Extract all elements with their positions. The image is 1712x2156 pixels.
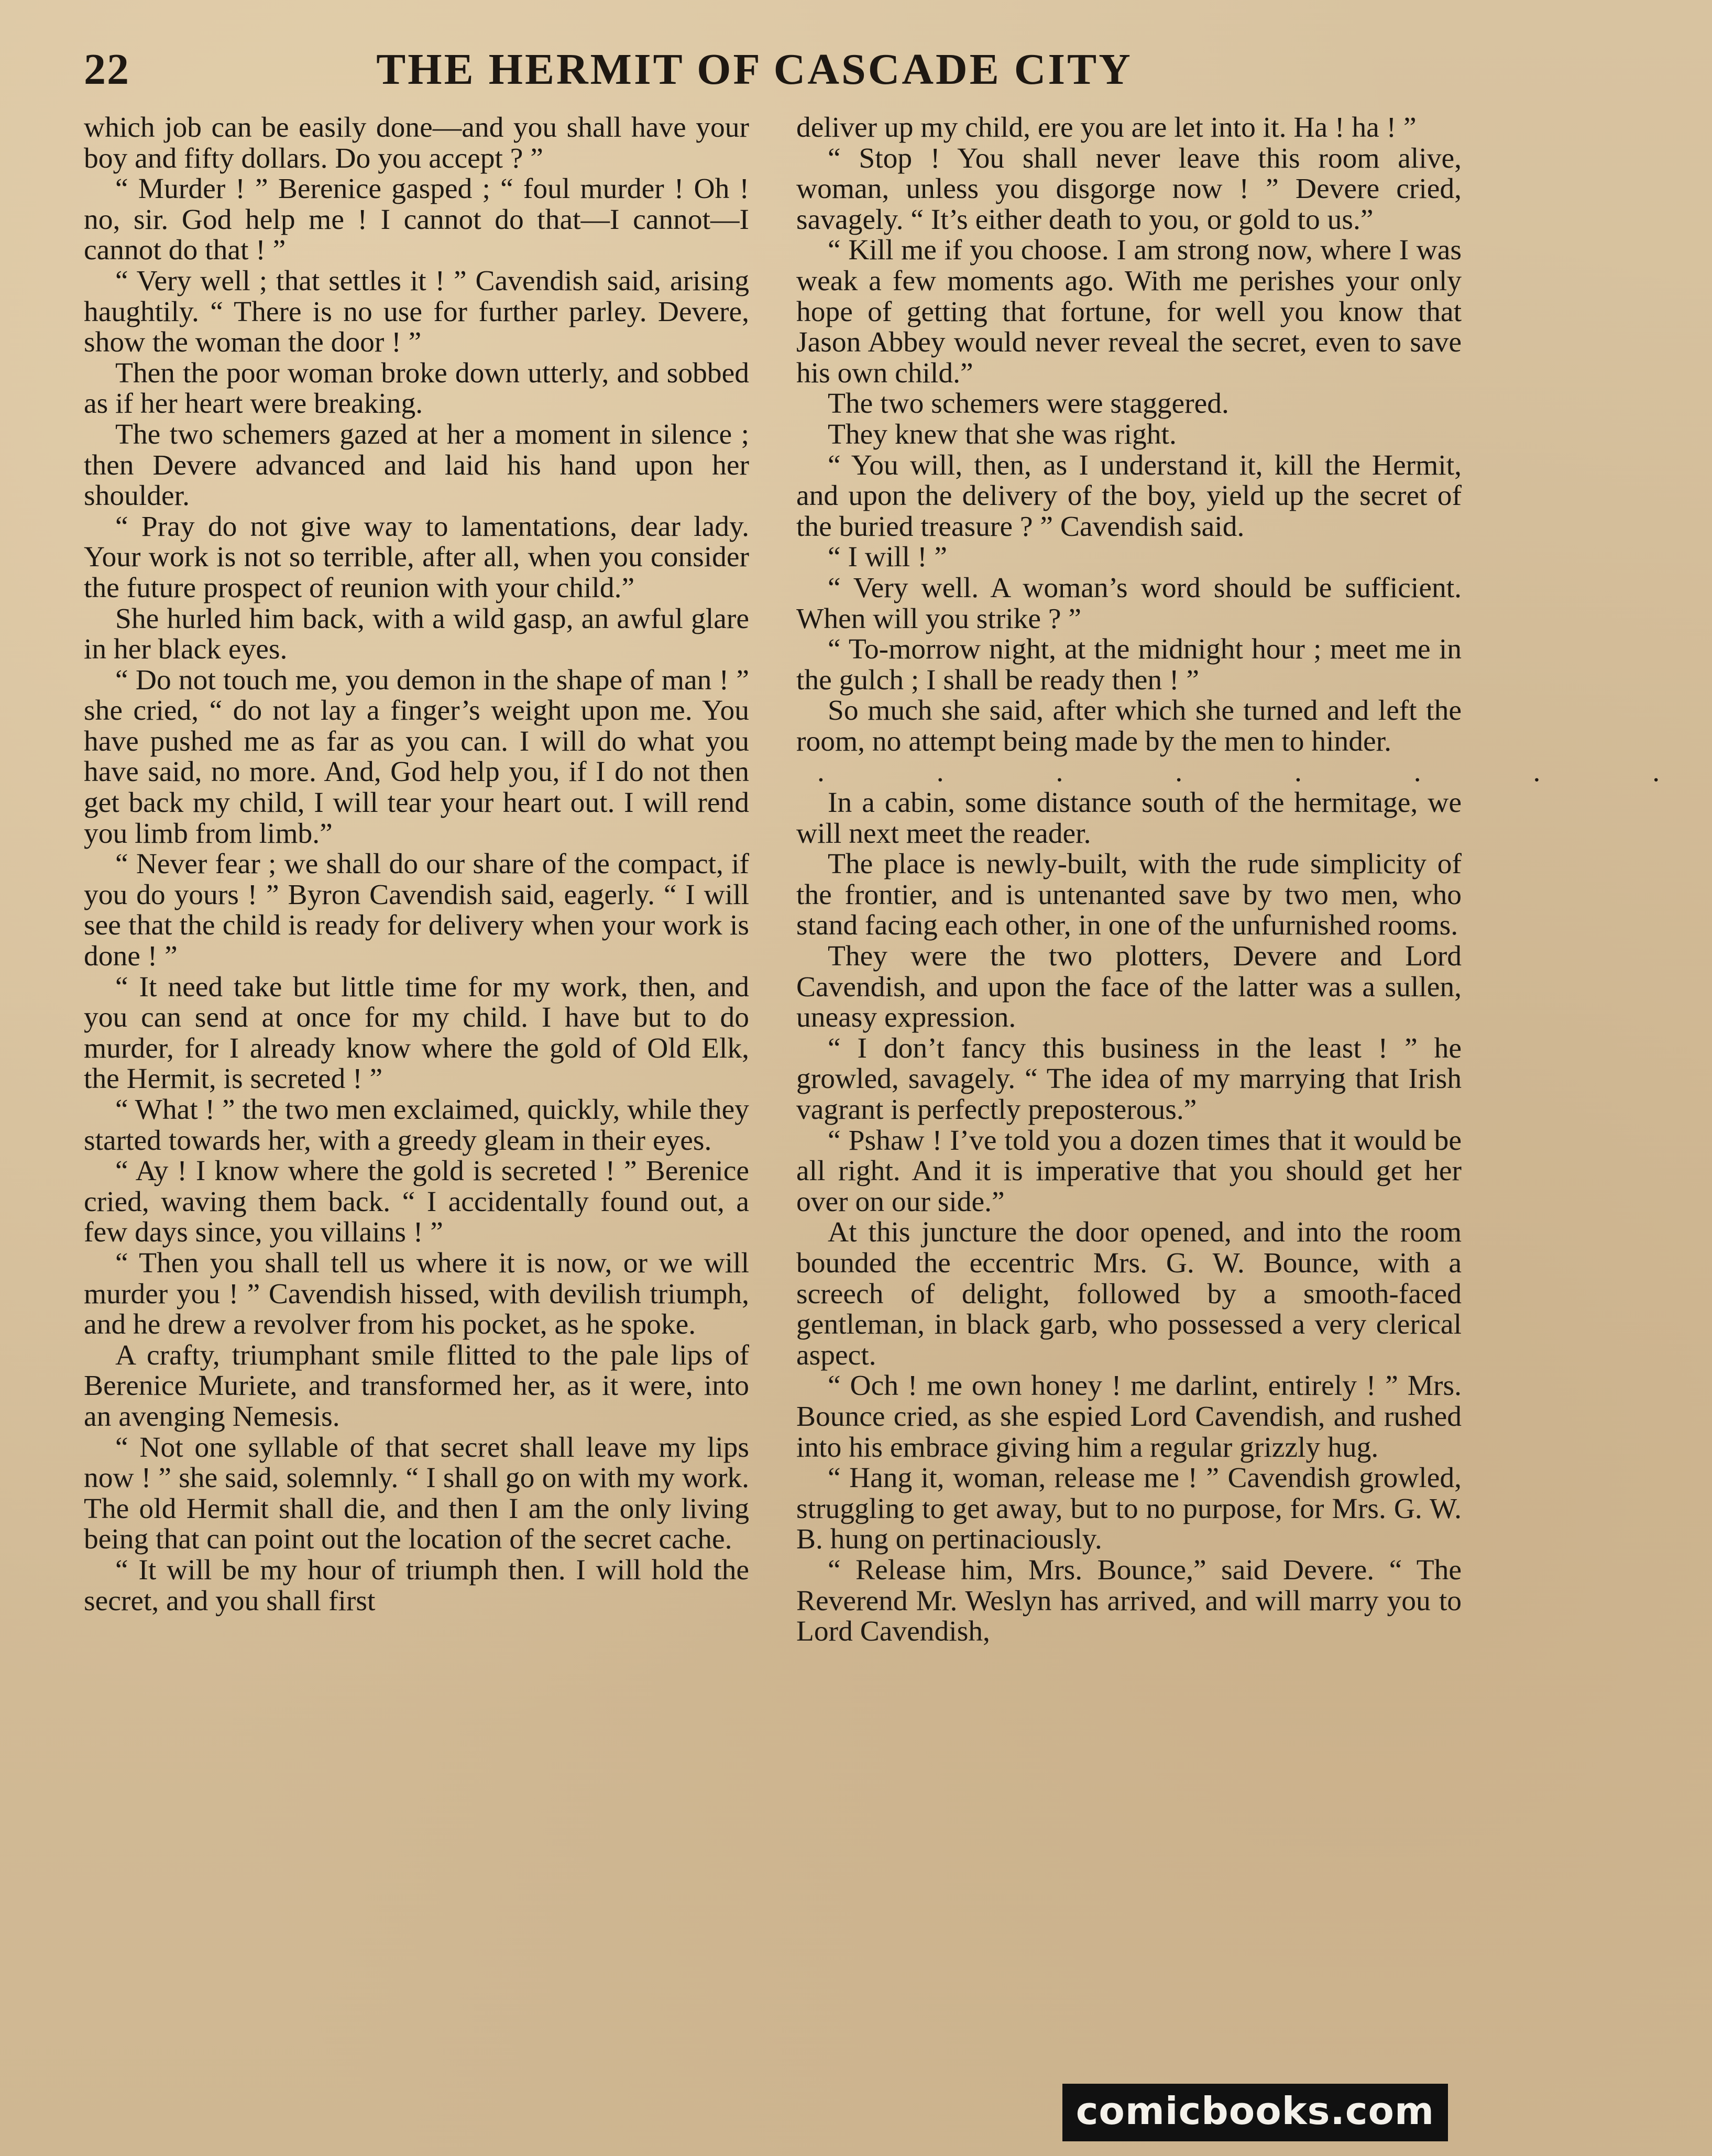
paragraph: “ To-morrow night, at the midnight hour ; meet me in the gulch ; I shall be ready then ! ” [796, 633, 1462, 696]
left-text-column [84, 113, 749, 1616]
paragraph: which job can be easily done—and you shall have your boy and fifty dollars. Do you accept ? ” [84, 112, 749, 174]
paragraph: A crafty, triumphant smile flitted to the pale lips of Berenice Muriete, and transformed her, as it were, into an avenging Nemesis. [84, 1339, 749, 1433]
page-number: 22 [84, 45, 130, 94]
paragraph: The two schemers were staggered. [828, 388, 1229, 420]
running-title: THE HERMIT OF CASCADE CITY [376, 45, 1133, 94]
paragraph: “ Och ! me own honey ! me darlint, entirely ! ” Mrs. Bounce cried, as she espied Lord Cavendish, and rushed into his embrace giving him a regular grizzly hug. [796, 1370, 1462, 1464]
paragraph: “ Murder ! ” Berenice gasped ; “ foul murder ! Oh ! no, sir. God help me ! I cannot do that—I cannot—I cannot do that ! ” [84, 173, 749, 267]
paragraph: Then the poor woman broke down utterly, and sobbed as if her heart were breaking. [84, 357, 749, 420]
page-header [84, 37, 1425, 105]
paragraph: “ What ! ” the two men exclaimed, quickly, while they started towards her, with a greedy gleam in their eyes. [84, 1094, 749, 1157]
right-text-column [796, 112, 1712, 1648]
paragraph: “ Do not touch me, you demon in the shape of man ! ” she cried, “ do not lay a finger’s weight upon me. You have pushed me as far as you can. I will do what you have said, no more. And, God help you, if I do not then get back my child, I will tear your heart out. I will rend you limb from limb.” [84, 664, 749, 850]
paragraph: They knew that she was right. [828, 418, 1177, 450]
paragraph: “ You will, then, as I understand it, kill the Hermit, and upon the delivery of the boy, yield up the secret of the buried treasure ? ” Cavendish said. [796, 449, 1462, 543]
paragraph: “ Never fear ; we shall do our share of the compact, if you do yours ! ” Byron Cavendish said, eagerly. “ I will see that the child is ready for delivery when your work is done ! ” [84, 848, 749, 973]
site-watermark: comicbooks.com [1062, 2084, 1448, 2141]
paragraph: So much she said, after which she turned and left the room, no attempt being made by the men to hinder. [796, 695, 1462, 757]
paragraph: “ Very well ; that settles it ! ” Cavendish said, arising haughtily. “ There is no use for further parley. Devere, show the woman the door ! ” [84, 265, 749, 359]
paragraph: “ Ay ! I know where the gold is secreted ! ” Berenice cried, waving them back. “ I accidentally found out, a few days since, you villains ! ” [84, 1155, 749, 1249]
paragraph: At this juncture the door opened, and into the room bounded the eccentric Mrs. G. W. Bounce, with a screech of delight, followed by a smooth-faced gentleman, in black garb, who possessed a very clerical aspect. [796, 1216, 1462, 1371]
paragraph: “ Stop ! You shall never leave this room alive, woman, unless you disgorge now ! ” Devere cried, savagely. “ It’s either death to you, or gold to us.” [796, 142, 1462, 236]
paragraph: “ It will be my hour of triumph then. I will hold the secret, and you shall first [84, 1554, 749, 1617]
paragraph: “ Hang it, woman, release me ! ” Cavendish growled, struggling to get away, but to no purpose, for Mrs. G. W. B. hung on pertinaciously. [796, 1462, 1462, 1556]
paragraph: “ Then you shall tell us where it is now, or we will murder you ! ” Cavendish hissed, with devilish triumph, and he drew a revolver from his pocket, as he spoke. [84, 1247, 749, 1341]
paragraph: The place is newly-built, with the rude simplicity of the frontier, and is untenanted save by two men, who stand facing each other, in one of the unfurnished rooms. [796, 848, 1462, 942]
paragraph: “ Very well. A woman’s word should be sufficient. When will you strike ? ” [796, 571, 1462, 635]
paragraph: They were the two plotters, Devere and Lord Cavendish, and upon the face of the latter was a sullen, uneasy expression. [796, 940, 1462, 1034]
paragraph: “ Not one syllable of that secret shall leave my lips now ! ” she said, solemnly. “ I shall go on with my work. The old Hermit shall die, and then I am the only living being that can point out the location of the secret cache. [84, 1431, 749, 1556]
paragraph: “ Pray do not give way to lamentations, dear lady. Your work is not so terrible, after all, when you consider the future prospect of reunion with your child.” [84, 510, 749, 604]
paragraph: “ Kill me if you choose. I am strong now, where I was weak a few moments ago. With me perishes your only hope of getting that fortune, for well you know that Jason Abbey would never reveal the secret, even to save his own child.” [796, 234, 1462, 389]
section-break: . . . . . . . . [817, 756, 1712, 788]
paragraph: “ I don’t fancy this business in the least ! ” he growled, savagely. “ The idea of my marrying that Irish vagrant is perfectly preposterous.” [796, 1032, 1462, 1126]
paragraph: She hurled him back, with a wild gasp, an awful glare in her black eyes. [84, 602, 749, 666]
paragraph: “ I will ! ” [828, 541, 948, 574]
paragraph: The two schemers gazed at her a moment in silence ; then Devere advanced and laid his hand upon her shoulder. [84, 418, 749, 512]
paragraph: “ Release him, Mrs. Bounce,” said Devere. “ The Reverend Mr. Weslyn has arrived, and will marry you to Lord Cavendish, [796, 1554, 1462, 1648]
paragraph: In a cabin, some distance south of the hermitage, we will next meet the reader. [796, 787, 1462, 850]
paragraph: “ It need take but little time for my work, then, and you can send at once for my child. I have but to do murder, for I already know where the gold of Old Elk, the Hermit, is secreted ! ” [84, 971, 749, 1095]
paragraph: “ Pshaw ! I’ve told you a dozen times that it would be all right. And it is imperative that you should get her over on our side.” [796, 1124, 1462, 1218]
paragraph: deliver up my child, ere you are let into it. Ha ! ha ! ” [796, 112, 1417, 144]
